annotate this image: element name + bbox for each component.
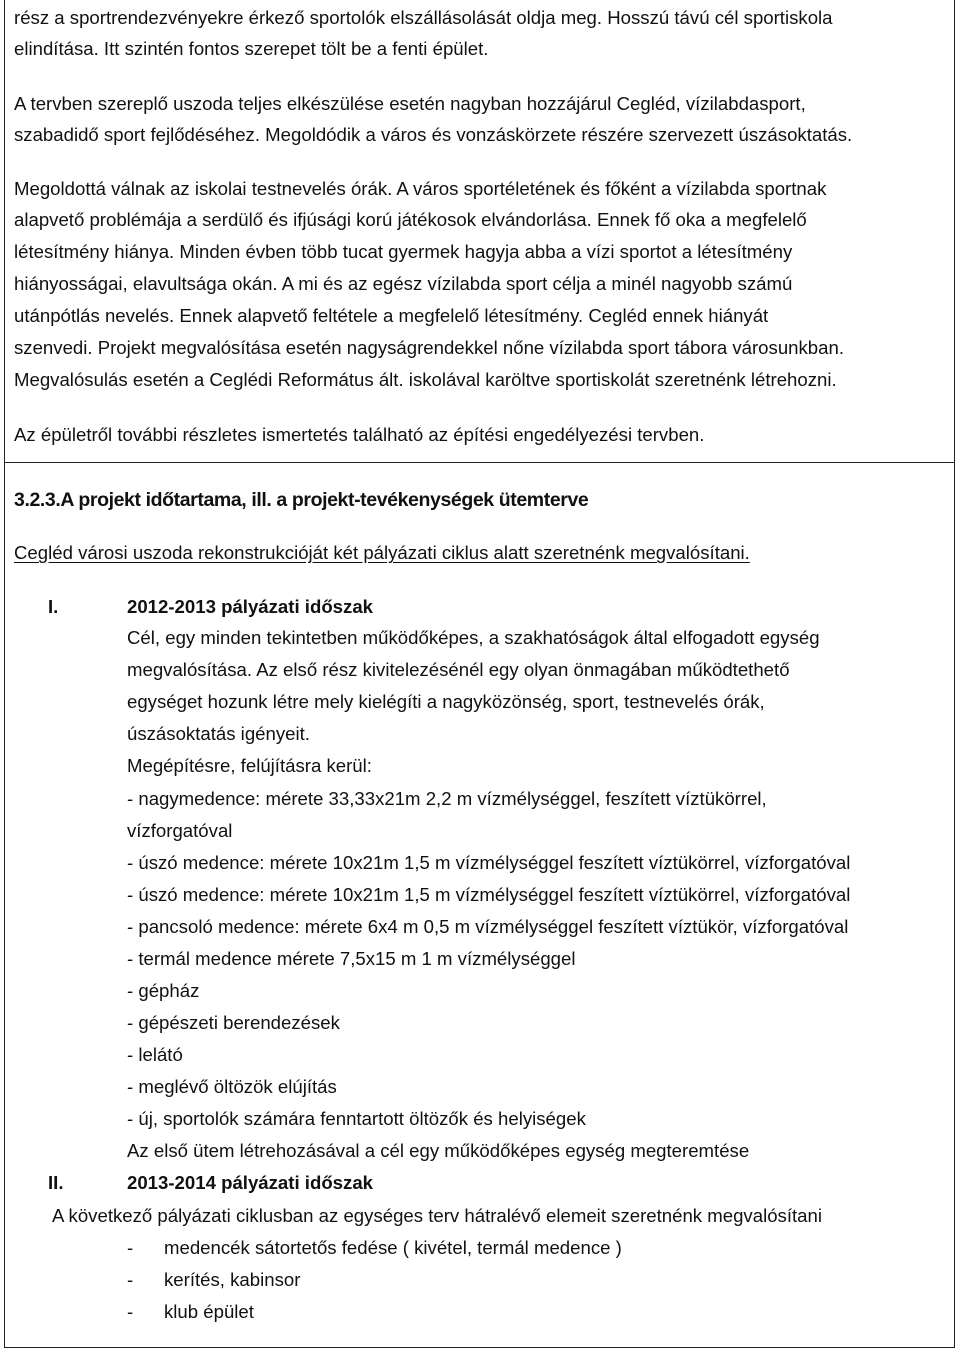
- body-line-3: létesítmény hiánya. Minden évben több tucat gyermek hagyja abba a vízi sportot a létesítmény: [14, 241, 793, 262]
- phase2-title: 2013-2014 pályázati időszak: [127, 1172, 373, 1193]
- body-line-1: Megoldottá válnak az iskolai testnevelés órák. A város sportéletének és főként a vízilabda sportnak: [14, 178, 827, 199]
- phase1-item-1: - nagymedence: mérete 33,33x21m 2,2 m vízmélységgel, feszített víztükörrel,: [127, 788, 767, 809]
- phase2-item-1: medencék sátortetős fedése ( kivétel, termál medence ): [164, 1237, 622, 1258]
- body-line-6: szenvedi. Projekt megvalósítása esetén nagyságrendekkel nőne vízilabda sport tábora városunkban.: [14, 337, 844, 358]
- phase1-closing: Az első ütem létrehozásával a cél egy működőképes egység megteremtése: [127, 1140, 750, 1161]
- phase2-numeral: II.: [48, 1172, 64, 1193]
- intro-line-2: elindítása. Itt szintén fontos szerepet tölt be a fenti épület.: [14, 38, 489, 59]
- phase1-desc-1: Cél, egy minden tekintetben működőképes, a szakhatóságok által elfogadott egység: [127, 627, 820, 648]
- body-line-4: hiányosságai, elavultsága okán. A mi és az egész vízilabda sport célja a minél nagyobb számú: [14, 273, 793, 294]
- phase2-item-2: kerítés, kabinsor: [164, 1269, 301, 1290]
- intro-line-3: A tervben szereplő uszoda teljes elkészülése esetén nagyban hozzájárul Cegléd, vízilabdasport,: [14, 93, 806, 114]
- phase1-desc-2: megvalósítása. Az első rész kivitelezésénél egy olyan önmagában működtethető: [127, 659, 790, 680]
- phase1-desc-3: egységet hozunk létre mely kielégíti a nagyközönség, sport, testnevelés órák,: [127, 691, 765, 712]
- phase2-item-3: klub épület: [164, 1301, 254, 1322]
- section-heading: 3.2.3.A projekt időtartama, ill. a projekt-tevékenységek ütemterve: [14, 489, 589, 511]
- phase2-intro: A következő pályázati ciklusban az egységes terv hátralévő elemeit szeretnénk megvalósítani: [52, 1205, 822, 1226]
- body-line-5: utánpótlás nevelés. Ennek alapvető feltétele a megfelelő létesítmény. Cegléd ennek hiányát: [14, 305, 769, 326]
- phase1-item-4: - pancsoló medence: mérete 6x4 m 0,5 m vízmélységgel feszített víztükör, vízforgatóval: [127, 916, 849, 937]
- body-line-2: alapvető problémája a serdülő és ifjúsági korú játékosok elvándorlása. Ennek fő oka a megfelelő: [14, 209, 807, 230]
- phase1-item-2: - úszó medence: mérete 10x21m 1,5 m vízmélységgel feszített víztükörrel, vízforgatóval: [127, 852, 851, 873]
- intro-line-4: szabadidő sport fejlődéséhez. Megoldódik a város és vonzáskörzete részére szervezett úszásoktatás.: [14, 124, 853, 145]
- phase1-list-intro: Megépítésre, felújításra kerül:: [127, 755, 372, 776]
- phase1-title: 2012-2013 pályázati időszak: [127, 596, 373, 617]
- phase1-item-7: - gépészeti berendezések: [127, 1012, 340, 1033]
- body-line-7: Megvalósulás esetén a Ceglédi Református ált. iskolával karöltve sportiskolát szeretnénk létrehozni.: [14, 369, 837, 390]
- phase1-item-1-cont: vízforgatóval: [127, 820, 233, 841]
- phase1-desc-4: úszásoktatás igényeit.: [127, 723, 310, 744]
- phase1-item-8: - lelátó: [127, 1044, 183, 1065]
- intro-line-1: rész a sportrendezvényekre érkező sportolók elszállásolását oldja meg. Hosszú távú cél sportiskola: [14, 7, 833, 28]
- phase1-item-3: - úszó medence: mérete 10x21m 1,5 m vízmélységgel feszített víztükörrel, vízforgatóval: [127, 884, 851, 905]
- body-closing: Az épületről további részletes ismertetés található az építési engedélyezési tervben.: [14, 424, 705, 445]
- phase2-bullet-2: -: [127, 1269, 134, 1290]
- section-intro: Cegléd városi uszoda rekonstrukcióját két pályázati ciklus alatt szeretnénk megvalósítani.: [14, 542, 750, 563]
- phase2-bullet-3: -: [127, 1301, 134, 1322]
- phase1-item-10: - új, sportolók számára fenntartott öltözők és helyiségek: [127, 1108, 586, 1129]
- phase1-item-9: - meglévő öltözök elújítás: [127, 1076, 337, 1097]
- phase1-item-6: - gépház: [127, 980, 200, 1001]
- phase1-item-5: - termál medence mérete 7,5x15 m 1 m vízmélységgel: [127, 948, 576, 969]
- phase1-numeral: I.: [48, 596, 59, 617]
- phase2-bullet-1: -: [127, 1237, 134, 1258]
